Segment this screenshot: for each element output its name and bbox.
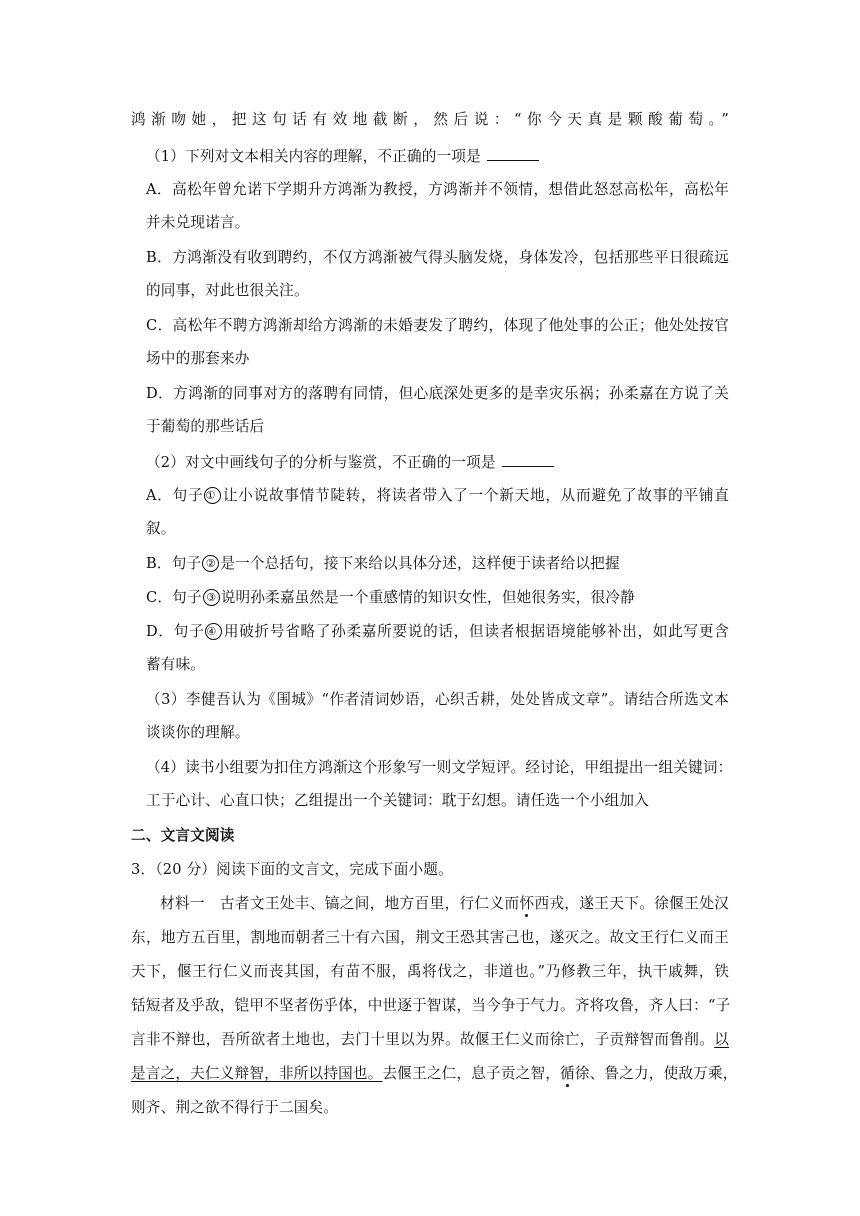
question-1	[146, 146, 729, 167]
passage-line: 则齐、荆之欲不得行于二国矣。	[131, 1099, 339, 1116]
question-text: （1）下列对文本相关内容的理解，不正确的一项是	[146, 148, 481, 165]
passage-line	[131, 1030, 729, 1050]
question-4-cont: 工于心计、心直口快；乙组提出一个关键词：耽于幻想。请任选一个小组加入	[146, 792, 649, 809]
option-c: C．高松年不聘方鸿渐却给方鸿渐的未婚妻发了聘约，体现了他处事的公正；他处处按官	[146, 317, 729, 334]
question-3-heading: 3．（20 分）阅读下面的文言文，完成下面小题。	[131, 861, 453, 878]
option-b: B．方鸿渐没有收到聘约，不仅方鸿渐被气得头脑发烧，身体发冷，包括那些平日很疏远	[146, 249, 729, 266]
option-b	[146, 554, 729, 574]
underlined-text: 是言之，夫仁义辩智，非所以持国也。	[131, 1065, 383, 1082]
option-text: 用破折号省略了孙柔嘉所要说的话，但读者根据语境能够补出，如此写更含	[223, 623, 729, 640]
section-heading: 二、文言文阅读	[131, 827, 235, 844]
option-a	[146, 486, 729, 506]
circled-number: ④	[205, 623, 222, 640]
option-d	[146, 622, 729, 642]
passage-line: 东，地方五百里，割地而朝者三十有六国，荆文王恐其害己也，遂灭之。故文王行仁义而王	[131, 929, 729, 946]
passage-text: 徐、鲁之力，使敌万乘，	[574, 1065, 738, 1082]
option-label: B．句子	[146, 555, 202, 572]
option-d-cont: 蓄有味。	[146, 656, 206, 673]
option-b-cont: 的同事，对此也很关注。	[146, 282, 309, 299]
passage-text: 去偃王之仁，息子贡之智，	[382, 1065, 561, 1082]
option-label: A．句子	[146, 487, 204, 504]
passage-line	[160, 894, 729, 914]
question-2	[146, 452, 729, 473]
question-text: （2）对文中画线句子的分析与鉴赏，不正确的一项是	[146, 454, 496, 471]
question-3-cont: 谈谈你的理解。	[146, 724, 250, 741]
answer-blank	[502, 452, 554, 467]
answer-blank	[487, 146, 539, 161]
option-a-cont: 叙。	[146, 520, 176, 537]
question-4: （4）读书小组要为扣住方鸿渐这个形象写一则文学短评。经讨论，甲组提出一组关键词：	[146, 759, 733, 776]
option-c	[146, 588, 729, 608]
underlined-text: 以	[714, 1031, 729, 1048]
option-label: D．句子	[146, 623, 205, 640]
option-text: 说明孙柔嘉虽然是一个重感情的知识女性，但她很务实，很冷静	[220, 589, 635, 606]
circled-number: ①	[204, 487, 221, 504]
option-c-cont: 场中的那套来办	[146, 350, 250, 367]
circled-number: ②	[202, 555, 219, 572]
dotted-char: 循	[560, 1065, 575, 1082]
passage-text: 言非不辩也，吾所欲者土地也，去门十里以为界。故偃王仁义而徐亡，子贡辩智而鲁削。	[131, 1031, 715, 1048]
option-text: 是一个总括句，接下来给以具体分述，这样便于读者给以把握	[220, 555, 620, 572]
option-text: 让小说故事情节陡转，将读者带入了一个新天地，从而避免了故事的平铺直	[222, 487, 729, 504]
option-d-cont: 于葡萄的那些话后	[146, 418, 265, 435]
option-a: A．高松年曾允诺下学期升方鸿渐为教授，方鸿渐并不领情，想借此怒怼高松年，高松年	[146, 181, 729, 198]
circled-number: ③	[203, 589, 220, 606]
text-line: 鸿渐吻她，把这句话有效地截断，然后说：“你今天真是颗酸葡萄。”	[131, 111, 729, 128]
passage-line	[131, 1064, 738, 1084]
passage-text: 材料一 古者文王处丰、镐之间，地方百里，行仁义而	[160, 895, 520, 912]
passage-line: 天下，偃王行仁义而丧其国，有苗不服，禹将伐之，非道也。”乃修教三年，执干戚舞，铁	[131, 963, 729, 980]
passage-line: 铦短者及乎敌，铠甲不坚者伤乎体，中世逐于智谋，当今争于气力。齐将攻鲁，齐人曰：“子	[131, 997, 731, 1014]
question-3: （3）李健吾认为《围城》“作者清词妙语，心织舌耕，处处皆成文章”。请结合所选文本	[146, 691, 729, 708]
option-label: C．句子	[146, 589, 202, 606]
option-a-cont: 并未兑现诺言。	[146, 214, 250, 231]
passage-text: 西戎，遂王天下。徐偃王处汉	[534, 895, 729, 912]
option-d: D．方鸿渐的同事对方的落聘有同情，但心底深处更多的是幸灾乐祸；孙柔嘉在方说了关	[146, 385, 729, 402]
dotted-char: 怀	[519, 895, 535, 912]
